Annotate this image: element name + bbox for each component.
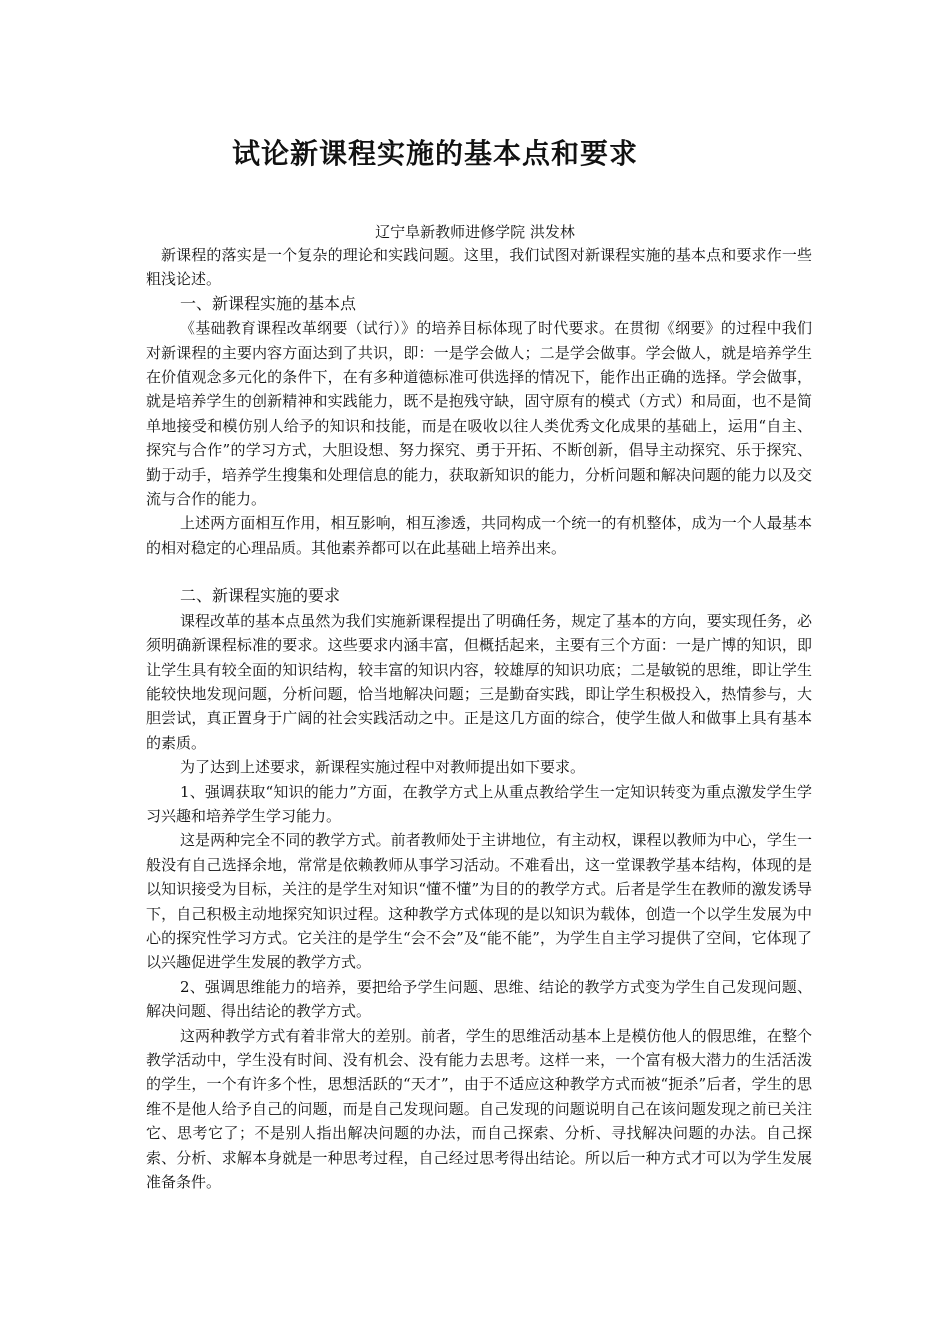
paragraph: 课程改革的基本点虽然为我们实施新课程提出了明确任务，规定了基本的方向，要实现任务，必须明确新课程标准的要求。这些要求内涵丰富，但概括起来，主要有三个方面：一是广博的知识，即让学生具有较全面的知识结构，较丰富的知识内容，较雄厚的知识功底；二是敏锐的思维，即让学生能较快地发现问题，分析问题，恰当地解决问题；三是勤奋实践，即让学生积极投入，热情参与，大胆尝试，真正置身于广阔的社会实践活动之中。正是这几方面的综合，使学生做人和做事上具有基本的素质。 <box>146 611 812 752</box>
intro-paragraph: 新课程的落实是一个复杂的理论和实践问题。这里，我们试图对新课程实施的基本点和要求作一些粗浅论述。 <box>146 246 812 289</box>
paragraph: 上述两方面相互作用，相互影响，相互渗透，共同构成一个统一的有机整体，成为一个人最基本的相对稳定的心理品质。其他素养都可以在此基础上培养出来。 <box>146 514 812 557</box>
document-title: 试论新课程实施的基本点和要求 <box>231 137 638 170</box>
paragraph: 2、强调思维能力的培养，要把给予学生问题、思维、结论的教学方式变为学生自己发现问题、解决问题、得出结论的教学方式。 <box>146 977 812 1021</box>
section-heading-1: 一、新课程实施的基本点 <box>180 293 357 313</box>
spacer <box>146 560 812 584</box>
paragraph: 这是两种完全不同的教学方式。前者教师处于主讲地位，有主动权，课程以教师为中心，学生一般没有自己选择余地，常常是依赖教师从事学习活动。不难看出，这一堂课教学基本结构，体现的是以知识接受为目标，关注的是学生对知识“懂不懂”为目的的教学方式。后者是学生在教师的激发诱导下，自己积极主动地探究知识过程。这种教学方式体现的是以知识为载体，创造一个以学生发展为中心的探究性学习方式。它关注的是学生“会不会”及“能不能”，为学生自主学习提供了空间，它体现了以兴趣促进学生发展的教学方式。 <box>146 831 812 972</box>
paragraph: 1、强调获取“知识的能力”方面，在教学方式上从重点教给学生一定知识转变为重点激发学生学习兴趣和培养学生学习能力。 <box>146 782 812 825</box>
author-line: 辽宁阜新教师进修学院 洪发林 <box>375 223 575 241</box>
paragraph: 《基础教育课程改革纲要（试行）》的培养目标体现了时代要求。在贯彻《纲要》的过程中我们对新课程的主要内容方面达到了共识，即：一是学会做人；二是学会做事。学会做人，就是培养学生在价值观念多元化的条件下，在有多种道德标准可供选择的情况下，能作出正确的选择。学会做事，就是培养学生的创新精神和实践能力，既不是抱残守缺，固守原有的模式（方式）和局面，也不是简单地接受和模仿别人给予的知识和技能，而是在吸收以往人类优秀文化成果的基础上，运用“自主、探究与合作”的学习方式，大胆设想、努力探究、勇于开拓、不断创新，倡导主动探究、乐于探究、勤于动手，培养学生搜集和处理信息的能力，获取新知识的能力，分析问题和解决问题的能力以及交流与合作的能力。 <box>146 319 812 509</box>
section-heading-2: 二、新课程实施的要求 <box>180 586 341 606</box>
document-body <box>146 243 812 1194</box>
paragraph: 为了达到上述要求，新课程实施过程中对教师提出如下要求。 <box>180 758 586 777</box>
paragraph: 这两种教学方式有着非常大的差别。前者，学生的思维活动基本上是模仿他人的假思维，在整个教学活动中，学生没有时间、没有机会、没有能力去思考。这样一来，一个富有极大潜力的生活活泼的学生，一个有许多个性，思想活跃的“天才”，由于不适应这种教学方式而被“扼杀”后者，学生的思维不是他人给予自己的问题，而是自己发现问题。自己发现的问题说明自己在该问题发现之前已关注它、思考它了；不是别人指出解决问题的办法，而自己探索、分析、寻找解决问题的办法。自己探索、分析、求解本身就是一种思考过程，自己经过思考得出结论。所以后一种方式才可以为学生发展准备条件。 <box>146 1026 812 1192</box>
